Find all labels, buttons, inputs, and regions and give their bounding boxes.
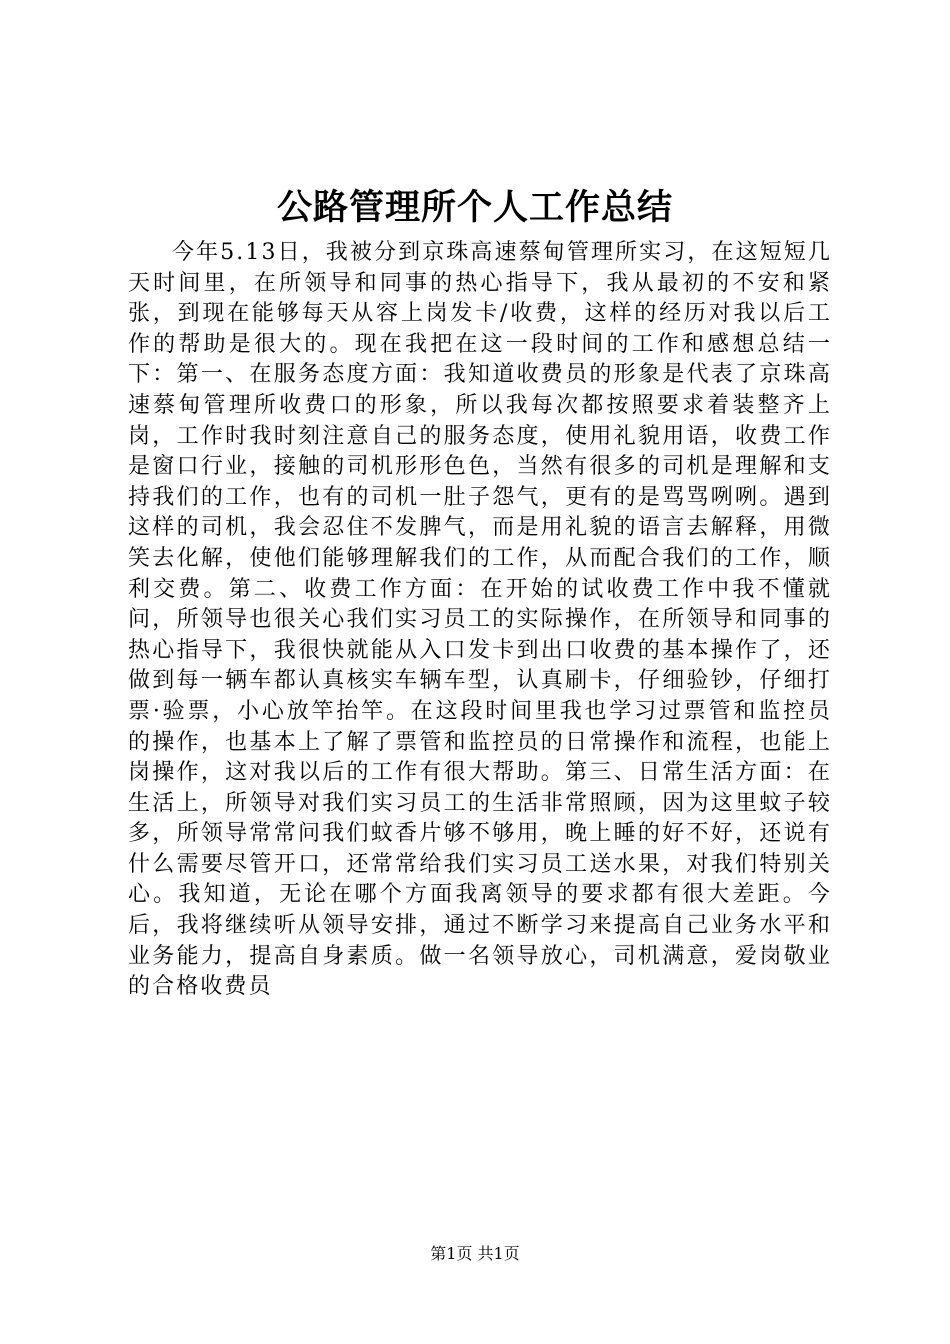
document-body-paragraph: 今年5.13日，我被分到京珠高速蔡甸管理所实习，在这短短几天时间里，在所领导和同事的热心指导下，我从最初的不安和紧张，到现在能够每天从容上岗发卡/收费，这样的经历对我以后工作的帮助是很大的。现在我把在这一段时间的工作和感想总结一下：第一、在服务态度方面：我知道收费员的形象是代表了京珠高速蔡甸管理所收费口的形象，所以我每次都按照要求着装整齐上岗，工作时我时刻注意自己的服务态度，使用礼貌用语，收费工作是窗口行业，接触的司机形形色色，当然有很多的司机是理解和支持我们的工作，也有的司机一肚子怨气，更有的是骂骂咧咧。遇到这样的司机，我会忍住不发脾气，而是用礼貌的语言去解释，用微笑去化解，使他们能够理解我们的工作，从而配合我们的工作，顺利交费。第二、收费工作方面：在开始的试收费工作中我不懂就问，所领导也很关心我们实习员工的实际操作，在所领导和同事的热心指导下，我很快就能从入口发卡到出口收费的基本操作了，还做到每一辆车都认真核实车辆车型，认真刷卡，仔细验钞，仔细打票·验票，小心放竿抬竿。在这段时间里我也学习过票管和监控员的操作，也基本上了解了票管和监控员的日常操作和流程，也能上岗操作，这对我以后的工作有很大帮助。第三、日常生活方面：在生活上，所领导对我们实习员工的生活非常照顾，因为这里蚊子较多，所领导常常问我们蚊香片够不够用，晚上睡的好不好，还说有什么需要尽管开口，还常常给我们实习员工送水果，对我们特别关心。我知道，无论在哪个方面我离领导的要求都有很大差距。今后，我将继续听从领导安排，通过不断学习来提高自己业务水平和业务能力，提高自身素质。做一名领导放心，司机满意，爱岗敬业的合格收费员 <box>128 240 832 1000</box>
document-title: 公路管理所个人工作总结 <box>276 187 673 228</box>
page-footer: 第1页 共1页 <box>430 1244 520 1263</box>
